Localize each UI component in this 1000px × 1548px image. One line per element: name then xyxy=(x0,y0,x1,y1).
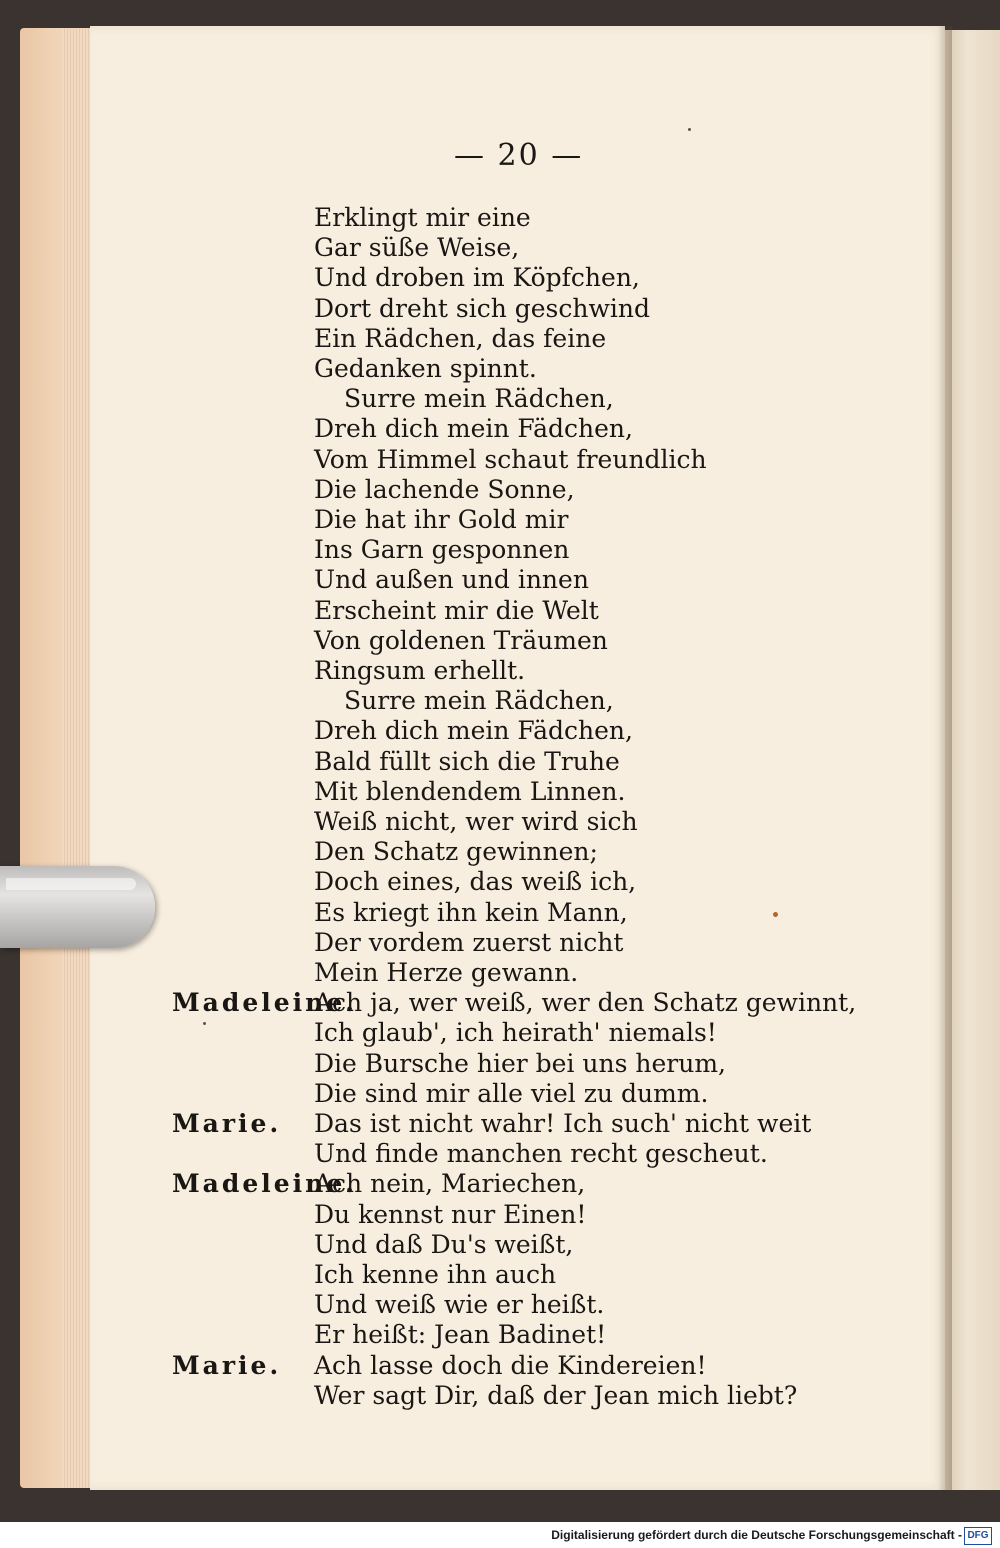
dfg-logo-icon: DFG xyxy=(964,1527,992,1545)
verse-line: Gedanken spinnt. xyxy=(314,354,537,383)
footer-bar xyxy=(0,1522,1000,1548)
verse-line: Von goldenen Träumen xyxy=(314,625,608,655)
verse-line: Mit blendendem Linnen. xyxy=(314,776,626,806)
verse-line: Und außen und innen xyxy=(314,565,589,595)
dialogue-line: Ich glaub', ich heirath' niemals! xyxy=(314,1018,717,1048)
verse-line: Erscheint mir die Welt xyxy=(314,595,599,625)
dialogue-line: Die Bursche hier bei uns herum, xyxy=(314,1048,726,1078)
dialogue-line: Das ist nicht wahr! Ich such' nicht weit xyxy=(314,1109,812,1138)
dialogue-line: Wer sagt Dir, daß der Jean mich liebt? xyxy=(314,1380,798,1410)
verse-line: Surre mein Rädchen, xyxy=(344,686,614,716)
speaker-name: Marie. xyxy=(172,1350,282,1380)
speaker-name: Madeleine. xyxy=(172,1169,357,1199)
speaker-name: Marie. xyxy=(172,1109,282,1138)
dialogue-line: Ach ja, wer weiß, wer den Schatz gewinnt, xyxy=(314,988,857,1018)
verse-line: Ins Garn gesponnen xyxy=(314,535,570,565)
verse-line: Gar süße Weise, xyxy=(314,233,520,263)
funding-credit: Digitalisierung gefördert durch die Deutsche Forschungsgemeinschaft - xyxy=(551,1528,962,1542)
verse-line: Der vordem zuerst nicht xyxy=(314,927,624,957)
dialogue-line: Die sind mir alle viel zu dumm. xyxy=(314,1078,709,1108)
dialogue-line: Ach nein, Mariechen, xyxy=(314,1169,586,1199)
verse-line: Weiß nicht, wer wird sich xyxy=(314,807,638,836)
verse-line: Den Schatz gewinnen; xyxy=(314,837,598,867)
dialogue-line: Ich kenne ihn auch xyxy=(314,1260,557,1289)
verse-line: Und droben im Köpfchen, xyxy=(314,263,640,293)
verse-line: Mein Herze gewann. xyxy=(314,958,579,987)
verse-line: Die hat ihr Gold mir xyxy=(314,505,569,534)
dialogue-line: Er heißt: Jean Badinet! xyxy=(314,1320,607,1350)
verse-line: Dort dreht sich geschwind xyxy=(314,293,650,323)
page-number: — 20 — xyxy=(454,138,584,173)
verse-line: Vom Himmel schaut freundlich xyxy=(314,444,707,474)
verse-line: Surre mein Rädchen, xyxy=(344,384,614,414)
verse-line: Ringsum erhellt. xyxy=(314,656,526,685)
dialogue-line: Du kennst nur Einen! xyxy=(314,1199,587,1229)
dialogue-line: Ach lasse doch die Kindereien! xyxy=(314,1350,707,1380)
dialogue-line: Und finde manchen recht gescheut. xyxy=(314,1139,768,1169)
dialogue-line: Und weiß wie er heißt. xyxy=(314,1290,605,1320)
verse-line: Bald füllt sich die Truhe xyxy=(314,746,620,776)
verse-line: Doch eines, das weiß ich, xyxy=(314,867,637,897)
verse-line: Ein Rädchen, das feine xyxy=(314,323,607,353)
verse-line: Es kriegt ihn kein Mann, xyxy=(314,897,628,927)
verse-line: Die lachende Sonne, xyxy=(314,474,575,504)
speaker-name: Madeleine. xyxy=(172,988,357,1018)
verse-line: Dreh dich mein Fädchen, xyxy=(314,716,633,746)
dialogue-line: Und daß Du's weißt, xyxy=(314,1229,574,1259)
verse-line: Erklingt mir eine xyxy=(314,203,531,232)
verse-line: Dreh dich mein Fädchen, xyxy=(314,414,633,444)
